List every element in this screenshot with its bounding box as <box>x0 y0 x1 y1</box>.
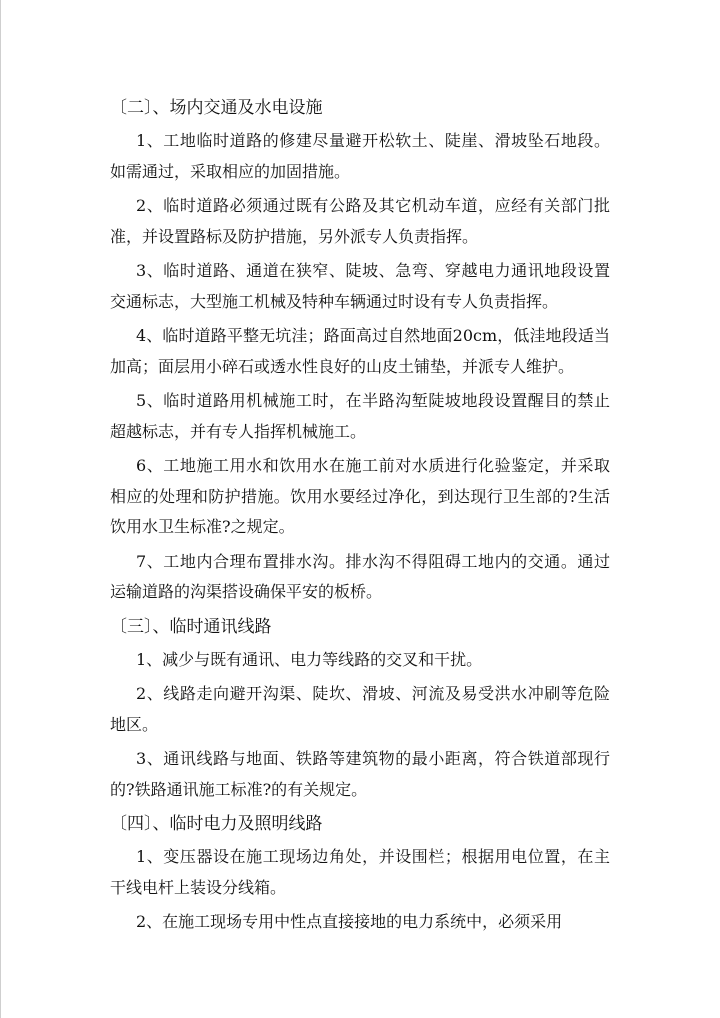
paragraph: 1、工地临时道路的修建尽量避开松软土、陡崖、滑坡坠石地段。如需通过，采取相应的加固措施。 <box>110 131 610 181</box>
page-edge <box>0 0 1 1018</box>
section-heading: 〔二〕、场内交通及水电设施 <box>110 98 323 118</box>
paragraph: 7、工地内合理布置排水沟。排水沟不得阻碍工地内的交通。通过运输道路的沟渠搭设确保平安的板桥。 <box>110 551 610 601</box>
paragraph: 1、减少与既有通讯、电力等线路的交叉和干扰。 <box>136 649 483 669</box>
paragraph: 2、线路走向避开沟渠、陡坎、滑坡、河流及易受洪水冲刷等危险地区。 <box>110 684 610 734</box>
paragraph: 3、临时道路、通道在狭窄、陡坡、急弯、穿越电力通讯地段设置交通标志，大型施工机械及特种车辆通过时设有专人负责指挥。 <box>110 261 610 311</box>
paragraph: 1、变压器设在施工现场边角处，并设围栏；根据用电位置，在主干线电杆上装设分线箱。 <box>110 847 610 897</box>
document-body <box>110 95 610 938</box>
paragraph: 2、在施工现场专用中性点直接接地的电力系统中，必须采用 <box>136 912 563 931</box>
paragraph: 2、临时道路必须通过既有公路及其它机动车道，应经有关部门批准，并设置路标及防护措施，另外派专人负责指挥。 <box>110 196 610 246</box>
paragraph: 4、临时道路平整无坑洼；路面高过自然地面20cm，低洼地段适当加高；面层用小碎石或透水性良好的山皮土铺垫，并派专人维护。 <box>110 326 610 376</box>
section-heading: 〔四〕、临时电力及照明线路 <box>110 814 323 834</box>
paragraph: 6、工地施工用水和饮用水在施工前对水质进行化验鉴定，并采取相应的处理和防护措施。饮用水要经过净化，到达现行卫生部的?生活饮用水卫生标准?之规定。 <box>110 456 610 536</box>
paragraph: 3、通讯线路与地面、铁路等建筑物的最小距离，符合铁道部现行的?铁路通讯施工标准?的有关规定。 <box>110 749 610 799</box>
section-heading: 〔三〕、临时通讯线路 <box>110 616 272 637</box>
paragraph: 5、临时道路用机械施工时，在半路沟堑陡坡地段设置醒目的禁止超越标志，并有专人指挥机械施工。 <box>110 391 610 441</box>
